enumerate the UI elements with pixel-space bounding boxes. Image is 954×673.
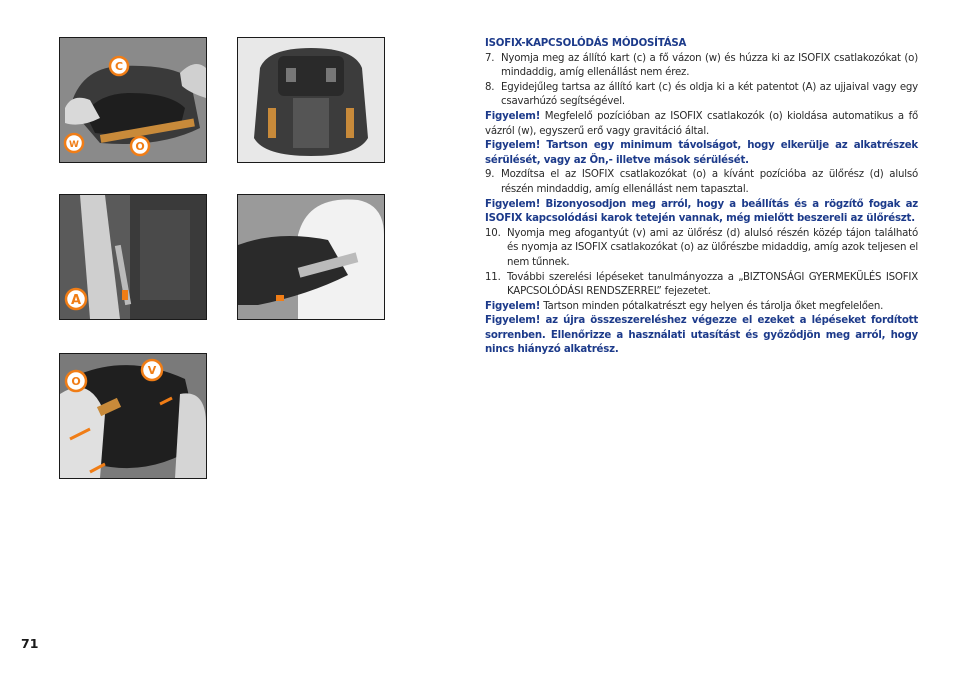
photo-step-8 bbox=[59, 194, 207, 320]
item-text: Mozdítsa el az ISOFIX csatlakozókat (o) a kívánt pozícióba az ülőrész (d) alulsó részén mindaddig, amíg ellenállást nem tapasztal. bbox=[501, 169, 918, 195]
photo-step-7 bbox=[59, 37, 207, 163]
item-number: 7. bbox=[485, 52, 495, 64]
photo-step-9-illustration bbox=[238, 195, 384, 319]
callout-v: V bbox=[147, 364, 157, 377]
photo-step-9 bbox=[237, 194, 385, 320]
item-text: Nyomja meg afogantyút (v) ami az ülőrész (d) alulsó részén közép tájon található és nyomja az ISOFIX csatlakozókat (o) az ülőrészbe midaddig, amíg azok teljesen el nem tűnnek. bbox=[507, 227, 918, 268]
item-text: Egyidejűleg tartsa az állító kart (c) és oldja ki a két patentot (A) az ujjaival vagy egy csavarhúzó segítségével. bbox=[501, 81, 918, 108]
section-heading: ISOFIX-KAPCSOLÓDÁS MÓDOSÍTÁSA bbox=[485, 38, 687, 49]
note-spare-parts bbox=[485, 300, 918, 315]
item-number: 10. bbox=[485, 227, 501, 239]
callout-o: O bbox=[135, 140, 145, 153]
note-text: Megfelelő pozícióban az ISOFIX csatlakozók (o) kioldása automatikus a fő vázról (w), egyszerű erő vagy gravitáció által. bbox=[485, 110, 918, 137]
callout-c: C bbox=[114, 60, 124, 73]
photo-step-10-illustration bbox=[60, 354, 206, 478]
warning-reassembly: Figyelem! az újra összeszereléshez végezze el ezeket a lépéseket fordított sorrenben. Ellenőrizze a használati utasítást és győződjön meg arról, hogy nincs hiányzó alkatrész. bbox=[485, 315, 918, 356]
list-item bbox=[485, 271, 918, 300]
note-label: Figyelem! bbox=[485, 110, 541, 122]
instructions-column bbox=[485, 37, 918, 358]
callout-o-2: O bbox=[71, 375, 81, 388]
list-item bbox=[485, 168, 918, 197]
item-text: További szerelési lépéseket tanulmányozza a „BIZTONSÁGI GYERMEKÜLÉS ISOFIX KAPCSOLÓDÁSI RENDSZERREL” fejezetet. bbox=[507, 271, 918, 298]
item-number: 9. bbox=[485, 169, 495, 181]
page-number: 71 bbox=[21, 636, 39, 651]
callout-a: A bbox=[70, 293, 82, 308]
photo-step-7-illustration bbox=[60, 38, 206, 162]
item-number: 8. bbox=[485, 81, 495, 93]
note-label: Figyelem! bbox=[485, 300, 541, 312]
warning-distance: Figyelem! Tartson egy minimum távolságot, hogy elkerülje az alkatrészek sérülését, vagy az Ön,- illetve mások sérülését. bbox=[485, 140, 918, 166]
callout-w: W bbox=[69, 140, 79, 150]
photo-step-10 bbox=[59, 353, 207, 479]
warning-teeth: Figyelem! Bizonyosodjon meg arról, hogy a beállítás és a rögzítő fogak az ISOFIX kapcsolódási karok tetején vannak, még mielőtt beszereli az ülőrészt. bbox=[485, 198, 918, 225]
list-item bbox=[485, 52, 918, 81]
photo-step-8-illustration bbox=[60, 195, 206, 319]
note-text: Tartson minden pótalkatrészt egy helyen és tárolja őket megfelelően. bbox=[540, 300, 884, 312]
item-number: 11. bbox=[485, 271, 501, 283]
list-item bbox=[485, 227, 918, 271]
note-automatic-release bbox=[485, 110, 918, 139]
photo-step-7b bbox=[237, 37, 385, 163]
photo-step-7b-illustration bbox=[238, 38, 384, 162]
item-text: Nyomja meg az állító kart (c) a fő vázon (w) és húzza ki az ISOFIX csatlakozókat (o) mindaddig, amíg ellenállást nem érez. bbox=[501, 52, 918, 79]
list-item bbox=[485, 81, 918, 110]
